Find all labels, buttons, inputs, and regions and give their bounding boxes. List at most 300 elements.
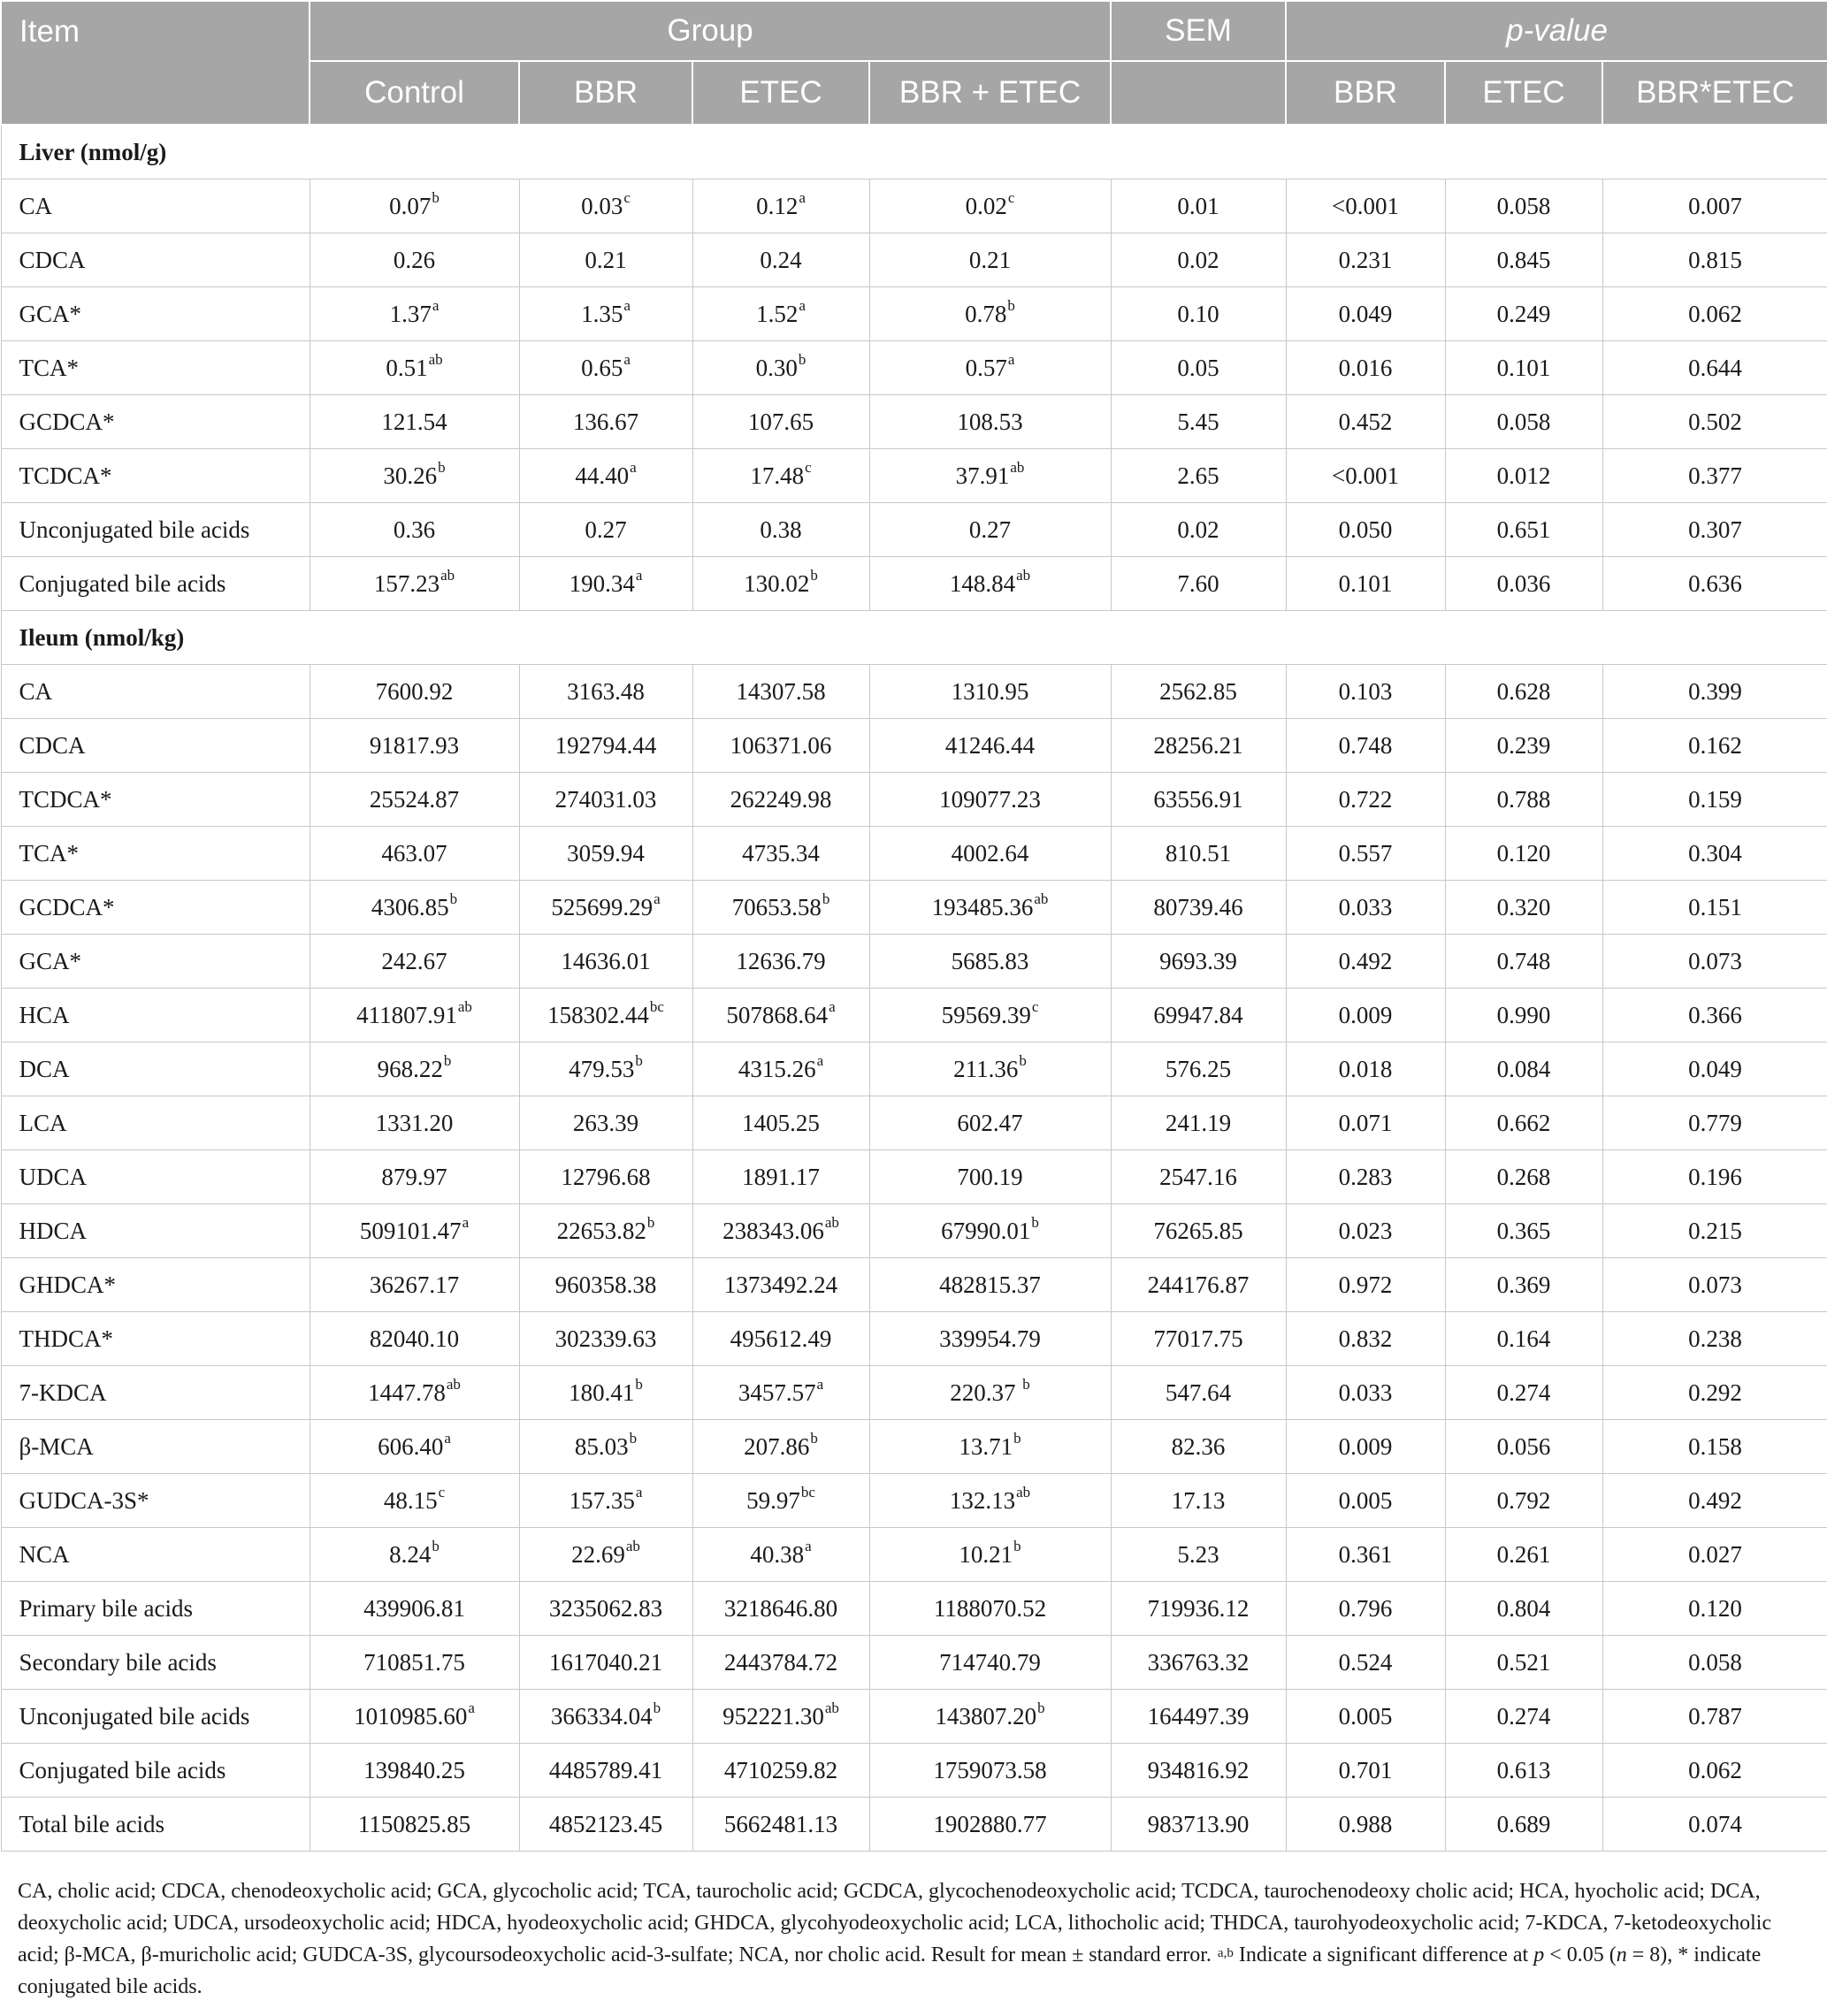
table-row bbox=[1, 1690, 1827, 1744]
significance-letter: a bbox=[635, 566, 643, 584]
group-value-cell bbox=[692, 773, 869, 827]
significance-letter: c bbox=[1007, 188, 1015, 206]
group-value-cell bbox=[869, 1420, 1111, 1474]
group-value-cell bbox=[519, 1042, 692, 1096]
group-value: 0.12 bbox=[756, 192, 799, 219]
group-value: 14307.58 bbox=[736, 677, 826, 705]
group-value-cell bbox=[692, 881, 869, 935]
group-value-cell bbox=[869, 1312, 1111, 1366]
p-value-cell: 0.058 bbox=[1602, 1636, 1827, 1690]
p-value-cell: 0.103 bbox=[1286, 665, 1445, 719]
significance-letter: b bbox=[443, 1051, 452, 1069]
group-value-cell bbox=[692, 341, 869, 395]
row-item-label: TCDCA* bbox=[1, 449, 310, 503]
p-value-cell: 0.073 bbox=[1602, 1258, 1827, 1312]
p-value-cell: 0.787 bbox=[1602, 1690, 1827, 1744]
p-value-cell: 0.056 bbox=[1445, 1420, 1602, 1474]
row-item-label: NCA bbox=[1, 1528, 310, 1582]
significance-letter: b bbox=[1013, 1429, 1021, 1447]
group-value-cell bbox=[310, 1474, 519, 1528]
group-value: 525699.29 bbox=[551, 893, 654, 920]
table-body bbox=[1, 125, 1827, 1852]
significance-letter: a bbox=[635, 1483, 643, 1501]
significance-letter: c bbox=[438, 1483, 446, 1501]
significance-letter: a bbox=[799, 296, 806, 314]
p-value-cell: 0.268 bbox=[1445, 1150, 1602, 1204]
group-value-cell bbox=[519, 1690, 692, 1744]
group-value: 274031.03 bbox=[554, 785, 657, 813]
p-value-cell: 0.662 bbox=[1445, 1096, 1602, 1150]
row-item-label: CDCA bbox=[1, 233, 310, 287]
table-row bbox=[1, 935, 1827, 989]
group-value: 44.40 bbox=[575, 462, 630, 489]
group-value: 2443784.72 bbox=[723, 1648, 838, 1676]
row-item-label: TCA* bbox=[1, 341, 310, 395]
group-value-cell bbox=[310, 179, 519, 233]
p-value-cell: 0.101 bbox=[1445, 341, 1602, 395]
group-value: 17.48 bbox=[750, 462, 805, 489]
group-value: 1331.20 bbox=[375, 1109, 454, 1136]
group-value: 1902880.77 bbox=[933, 1810, 1047, 1837]
significance-letter: b bbox=[629, 1429, 638, 1447]
row-item-label: UDCA bbox=[1, 1150, 310, 1204]
group-value-cell bbox=[310, 1690, 519, 1744]
p-value-cell: 0.151 bbox=[1602, 881, 1827, 935]
group-value-cell bbox=[869, 1474, 1111, 1528]
group-value-cell bbox=[869, 1204, 1111, 1258]
significance-letter: a bbox=[1007, 350, 1015, 368]
sem-cell: 5.23 bbox=[1111, 1528, 1286, 1582]
group-value-cell bbox=[310, 773, 519, 827]
group-value: 0.27 bbox=[968, 515, 1012, 543]
group-value-cell bbox=[310, 1798, 519, 1852]
group-value-cell bbox=[519, 1528, 692, 1582]
group-value: 108.53 bbox=[957, 408, 1023, 435]
header-sem-blank bbox=[1111, 61, 1286, 125]
p-value-cell: 0.158 bbox=[1602, 1420, 1827, 1474]
group-value-cell bbox=[519, 1204, 692, 1258]
p-value-cell: 0.084 bbox=[1445, 1042, 1602, 1096]
sem-cell: 0.05 bbox=[1111, 341, 1286, 395]
significance-letter: a bbox=[799, 188, 806, 206]
p-value-cell: 0.377 bbox=[1602, 449, 1827, 503]
significance-letter: ab bbox=[824, 1213, 839, 1231]
p-value-cell: 0.832 bbox=[1286, 1312, 1445, 1366]
significance-letter: b bbox=[635, 1375, 643, 1393]
group-value-cell bbox=[869, 449, 1111, 503]
group-value: 4306.85 bbox=[371, 893, 449, 920]
group-value-cell bbox=[692, 179, 869, 233]
group-value: 4485789.41 bbox=[548, 1756, 663, 1783]
p-value-cell: 0.524 bbox=[1286, 1636, 1445, 1690]
group-value: 0.02 bbox=[965, 192, 1007, 219]
p-value-cell: 0.049 bbox=[1286, 287, 1445, 341]
footnote-n: n bbox=[1616, 1943, 1627, 1966]
group-value: 207.86 bbox=[744, 1432, 810, 1460]
p-value-cell: 0.231 bbox=[1286, 233, 1445, 287]
p-value-cell: 0.307 bbox=[1602, 503, 1827, 557]
group-value-cell bbox=[869, 1096, 1111, 1150]
significance-letter: ab bbox=[446, 1375, 461, 1393]
p-value-cell: <0.001 bbox=[1286, 179, 1445, 233]
p-value-cell: 0.005 bbox=[1286, 1690, 1445, 1744]
group-value: 1188070.52 bbox=[933, 1594, 1047, 1622]
row-item-label: 7-KDCA bbox=[1, 1366, 310, 1420]
group-value: 148.84 bbox=[949, 569, 1016, 597]
group-value-cell bbox=[519, 719, 692, 773]
footnote bbox=[18, 1875, 1809, 2003]
group-value-cell bbox=[869, 557, 1111, 611]
group-value: 1310.95 bbox=[951, 677, 1029, 705]
group-value-cell bbox=[869, 773, 1111, 827]
header-pvalue: p-value bbox=[1286, 1, 1827, 61]
table-row bbox=[1, 773, 1827, 827]
group-value-cell bbox=[310, 665, 519, 719]
group-value-cell bbox=[869, 827, 1111, 881]
p-value-cell: 0.074 bbox=[1602, 1798, 1827, 1852]
sem-cell: 244176.87 bbox=[1111, 1258, 1286, 1312]
p-value-cell: 0.215 bbox=[1602, 1204, 1827, 1258]
group-value: 0.51 bbox=[386, 354, 428, 381]
table-row bbox=[1, 1150, 1827, 1204]
row-item-label: TCA* bbox=[1, 827, 310, 881]
group-value: 1010985.60 bbox=[354, 1702, 468, 1730]
group-value-cell bbox=[692, 1798, 869, 1852]
group-value-cell bbox=[869, 1366, 1111, 1420]
row-item-label: Conjugated bile acids bbox=[1, 1744, 310, 1798]
group-value-cell bbox=[692, 1366, 869, 1420]
group-value: 4002.64 bbox=[951, 839, 1029, 867]
p-value-cell: 0.027 bbox=[1602, 1528, 1827, 1582]
significance-letter: bc bbox=[649, 997, 664, 1015]
group-value-cell bbox=[869, 341, 1111, 395]
significance-letter: b bbox=[1037, 1699, 1045, 1716]
group-value-cell bbox=[310, 1096, 519, 1150]
group-value-cell bbox=[692, 503, 869, 557]
group-value: 132.13 bbox=[949, 1486, 1016, 1514]
group-value: 158302.44 bbox=[547, 1001, 649, 1028]
group-value-cell bbox=[310, 881, 519, 935]
group-value-cell bbox=[519, 827, 692, 881]
row-item-label: LCA bbox=[1, 1096, 310, 1150]
row-item-label: CDCA bbox=[1, 719, 310, 773]
group-value-cell bbox=[310, 1528, 519, 1582]
group-value: 5662481.13 bbox=[723, 1810, 838, 1837]
group-value: 0.65 bbox=[581, 354, 623, 381]
header-etec: ETEC bbox=[692, 61, 869, 125]
p-value-cell: 0.399 bbox=[1602, 665, 1827, 719]
group-value: 3163.48 bbox=[567, 677, 645, 705]
group-value-cell bbox=[869, 233, 1111, 287]
group-value: 4710259.82 bbox=[723, 1756, 838, 1783]
group-value: 1373492.24 bbox=[723, 1271, 838, 1298]
group-value: 220.37 bbox=[950, 1378, 1022, 1406]
significance-letter: a bbox=[829, 997, 836, 1015]
p-value-cell: <0.001 bbox=[1286, 449, 1445, 503]
p-value-cell: 0.274 bbox=[1445, 1690, 1602, 1744]
group-value-cell bbox=[310, 1744, 519, 1798]
group-value: 0.24 bbox=[760, 246, 802, 273]
p-value-cell: 0.628 bbox=[1445, 665, 1602, 719]
significance-letter: a bbox=[805, 1537, 812, 1554]
sem-cell: 5.45 bbox=[1111, 395, 1286, 449]
group-value: 70653.58 bbox=[731, 893, 822, 920]
group-value-cell bbox=[310, 827, 519, 881]
group-value: 602.47 bbox=[957, 1109, 1023, 1136]
significance-letter: b bbox=[1031, 1213, 1039, 1231]
p-value-cell: 0.990 bbox=[1445, 989, 1602, 1042]
table-row bbox=[1, 449, 1827, 503]
header-group: Group bbox=[310, 1, 1111, 61]
group-value: 59569.39 bbox=[941, 1001, 1031, 1028]
group-value: 0.57 bbox=[965, 354, 1007, 381]
p-value-cell: 0.058 bbox=[1445, 179, 1602, 233]
group-value-cell bbox=[310, 287, 519, 341]
group-value-cell bbox=[519, 881, 692, 935]
significance-letter: a bbox=[623, 296, 631, 314]
group-value: 190.34 bbox=[569, 569, 635, 597]
group-value-cell bbox=[869, 989, 1111, 1042]
group-value: 22.69 bbox=[571, 1540, 625, 1568]
p-value-cell: 0.492 bbox=[1602, 1474, 1827, 1528]
group-value: 960358.38 bbox=[554, 1271, 657, 1298]
row-item-label: Unconjugated bile acids bbox=[1, 1690, 310, 1744]
table-row bbox=[1, 989, 1827, 1042]
header-sem: SEM bbox=[1111, 1, 1286, 61]
p-value-cell: 0.249 bbox=[1445, 287, 1602, 341]
group-value: 8.24 bbox=[389, 1540, 432, 1568]
sem-cell: 69947.84 bbox=[1111, 989, 1286, 1042]
p-value-cell: 0.274 bbox=[1445, 1366, 1602, 1420]
sem-cell: 0.10 bbox=[1111, 287, 1286, 341]
group-value-cell bbox=[310, 1636, 519, 1690]
group-value: 1.35 bbox=[581, 300, 623, 327]
group-value-cell bbox=[692, 719, 869, 773]
p-value-cell: 0.033 bbox=[1286, 1366, 1445, 1420]
p-value-cell: 0.779 bbox=[1602, 1096, 1827, 1150]
group-value-cell bbox=[519, 287, 692, 341]
p-value-cell: 0.036 bbox=[1445, 557, 1602, 611]
significance-letter: a bbox=[816, 1051, 824, 1069]
table-row bbox=[1, 827, 1827, 881]
group-value-cell bbox=[310, 1366, 519, 1420]
group-value: 1759073.58 bbox=[933, 1756, 1047, 1783]
group-value-cell bbox=[519, 341, 692, 395]
sem-cell: 164497.39 bbox=[1111, 1690, 1286, 1744]
group-value: 106371.06 bbox=[730, 731, 832, 759]
footnote-text: Indicate a significant difference at bbox=[1233, 1943, 1534, 1966]
group-value: 85.03 bbox=[574, 1432, 629, 1460]
group-value-cell bbox=[310, 1150, 519, 1204]
sem-cell: 63556.91 bbox=[1111, 773, 1286, 827]
group-value: 0.21 bbox=[968, 246, 1012, 273]
p-value-cell: 0.366 bbox=[1602, 989, 1827, 1042]
significance-letter: a bbox=[462, 1213, 470, 1231]
significance-letter: b bbox=[653, 1699, 661, 1716]
header-bbr-etec: BBR + ETEC bbox=[869, 61, 1111, 125]
group-value-cell bbox=[310, 719, 519, 773]
group-value-cell bbox=[869, 1744, 1111, 1798]
significance-letter: b bbox=[810, 566, 818, 584]
group-value-cell bbox=[692, 449, 869, 503]
group-value: 0.26 bbox=[393, 246, 436, 273]
table-row bbox=[1, 1582, 1827, 1636]
group-value-cell bbox=[519, 1096, 692, 1150]
group-value-cell bbox=[310, 1204, 519, 1258]
table-row bbox=[1, 1204, 1827, 1258]
group-value: 10.21 bbox=[959, 1540, 1013, 1568]
significance-letter: ab bbox=[1034, 890, 1049, 907]
footnote-superscript: a,b bbox=[1217, 1946, 1234, 1960]
group-value-cell bbox=[869, 881, 1111, 935]
significance-letter: ab bbox=[428, 350, 443, 368]
significance-letter: a bbox=[623, 350, 631, 368]
group-value-cell bbox=[310, 935, 519, 989]
row-item-label: Total bile acids bbox=[1, 1798, 310, 1852]
p-value-cell: 0.361 bbox=[1286, 1528, 1445, 1582]
p-value-cell: 0.722 bbox=[1286, 773, 1445, 827]
p-value-cell: 0.261 bbox=[1445, 1528, 1602, 1582]
sem-cell: 0.02 bbox=[1111, 503, 1286, 557]
group-value: 968.22 bbox=[377, 1055, 443, 1082]
group-value: 37.91 bbox=[955, 462, 1010, 489]
header-control: Control bbox=[310, 61, 519, 125]
group-value: 479.53 bbox=[569, 1055, 635, 1082]
group-value-cell bbox=[869, 1150, 1111, 1204]
p-value-cell: 0.644 bbox=[1602, 341, 1827, 395]
group-value: 136.67 bbox=[572, 408, 639, 435]
p-value-cell: 0.023 bbox=[1286, 1204, 1445, 1258]
group-value-cell bbox=[519, 1744, 692, 1798]
group-value-cell bbox=[310, 449, 519, 503]
section-title: Ileum (nmol/kg) bbox=[1, 611, 1827, 665]
group-value-cell bbox=[310, 395, 519, 449]
p-value-cell: 0.320 bbox=[1445, 881, 1602, 935]
group-value: 192794.44 bbox=[554, 731, 657, 759]
p-value-cell: 0.804 bbox=[1445, 1582, 1602, 1636]
p-value-cell: 0.239 bbox=[1445, 719, 1602, 773]
p-value-cell: 0.018 bbox=[1286, 1042, 1445, 1096]
p-value-cell: 0.701 bbox=[1286, 1744, 1445, 1798]
p-value-cell: 0.050 bbox=[1286, 503, 1445, 557]
group-value: 411807.91 bbox=[356, 1001, 457, 1028]
group-value-cell bbox=[310, 1420, 519, 1474]
significance-letter: b bbox=[1007, 296, 1015, 314]
group-value: 263.39 bbox=[572, 1109, 639, 1136]
p-value-cell: 0.159 bbox=[1602, 773, 1827, 827]
table-row bbox=[1, 665, 1827, 719]
group-value: 1150825.85 bbox=[357, 1810, 471, 1837]
row-item-label: CA bbox=[1, 179, 310, 233]
table-row bbox=[1, 1366, 1827, 1420]
group-value: 121.54 bbox=[381, 408, 447, 435]
p-value-cell: 0.748 bbox=[1445, 935, 1602, 989]
row-item-label: HCA bbox=[1, 989, 310, 1042]
group-value: 302339.63 bbox=[554, 1325, 657, 1352]
table-row bbox=[1, 1798, 1827, 1852]
table-row bbox=[1, 1258, 1827, 1312]
table-row bbox=[1, 503, 1827, 557]
section-row bbox=[1, 611, 1827, 665]
table-row bbox=[1, 1312, 1827, 1366]
group-value: 0.27 bbox=[585, 515, 627, 543]
group-value: 0.36 bbox=[393, 515, 436, 543]
significance-letter: b bbox=[1022, 1375, 1030, 1393]
group-value-cell bbox=[519, 665, 692, 719]
p-value-cell: 0.009 bbox=[1286, 989, 1445, 1042]
significance-letter: b bbox=[1019, 1051, 1027, 1069]
group-value-cell bbox=[692, 395, 869, 449]
sem-cell: 82.36 bbox=[1111, 1420, 1286, 1474]
group-value: 14636.01 bbox=[561, 947, 651, 974]
group-value-cell bbox=[692, 1636, 869, 1690]
p-value-cell: 0.369 bbox=[1445, 1258, 1602, 1312]
significance-letter: b bbox=[810, 1429, 818, 1447]
group-value-cell bbox=[310, 1258, 519, 1312]
p-value-cell: 0.012 bbox=[1445, 449, 1602, 503]
row-item-label: GCDCA* bbox=[1, 881, 310, 935]
group-value: 879.97 bbox=[381, 1163, 447, 1190]
group-value: 3059.94 bbox=[567, 839, 645, 867]
group-value-cell bbox=[519, 1312, 692, 1366]
p-value-cell: 0.033 bbox=[1286, 881, 1445, 935]
group-value-cell bbox=[692, 827, 869, 881]
group-value: 4315.26 bbox=[738, 1055, 816, 1082]
group-value: 25524.87 bbox=[369, 785, 460, 813]
group-value-cell bbox=[519, 1150, 692, 1204]
row-item-label: Primary bile acids bbox=[1, 1582, 310, 1636]
group-value-cell bbox=[692, 233, 869, 287]
p-value-cell: 0.452 bbox=[1286, 395, 1445, 449]
significance-letter: ab bbox=[440, 566, 455, 584]
group-value: 180.41 bbox=[569, 1378, 635, 1406]
group-value-cell bbox=[519, 557, 692, 611]
group-value: 262249.98 bbox=[730, 785, 832, 813]
group-value: 3218646.80 bbox=[723, 1594, 838, 1622]
group-value: 30.26 bbox=[383, 462, 438, 489]
group-value: 509101.47 bbox=[359, 1217, 462, 1244]
group-value-cell bbox=[519, 395, 692, 449]
group-value: 0.21 bbox=[585, 246, 627, 273]
group-value: 0.07 bbox=[389, 192, 432, 219]
sem-cell: 80739.46 bbox=[1111, 881, 1286, 935]
p-value-cell: 0.788 bbox=[1445, 773, 1602, 827]
group-value-cell bbox=[692, 1690, 869, 1744]
group-value-cell bbox=[869, 1636, 1111, 1690]
group-value: 59.97 bbox=[746, 1486, 800, 1514]
group-value: 339954.79 bbox=[939, 1325, 1041, 1352]
significance-letter: a bbox=[816, 1375, 824, 1393]
sem-cell: 547.64 bbox=[1111, 1366, 1286, 1420]
group-value-cell bbox=[519, 773, 692, 827]
group-value: 157.23 bbox=[373, 569, 440, 597]
significance-letter: a bbox=[432, 296, 440, 314]
group-value: 1891.17 bbox=[742, 1163, 820, 1190]
significance-letter: a bbox=[654, 890, 661, 907]
group-value-cell bbox=[310, 557, 519, 611]
row-item-label: GCA* bbox=[1, 287, 310, 341]
sem-cell: 77017.75 bbox=[1111, 1312, 1286, 1366]
table-row bbox=[1, 1744, 1827, 1798]
p-value-cell: 0.062 bbox=[1602, 287, 1827, 341]
group-value-cell bbox=[869, 395, 1111, 449]
group-value: 7600.92 bbox=[375, 677, 454, 705]
significance-letter: b bbox=[432, 188, 440, 206]
group-value: 130.02 bbox=[744, 569, 810, 597]
group-value: 3457.57 bbox=[738, 1378, 816, 1406]
group-value: 22653.82 bbox=[556, 1217, 646, 1244]
significance-letter: ab bbox=[1010, 458, 1025, 476]
